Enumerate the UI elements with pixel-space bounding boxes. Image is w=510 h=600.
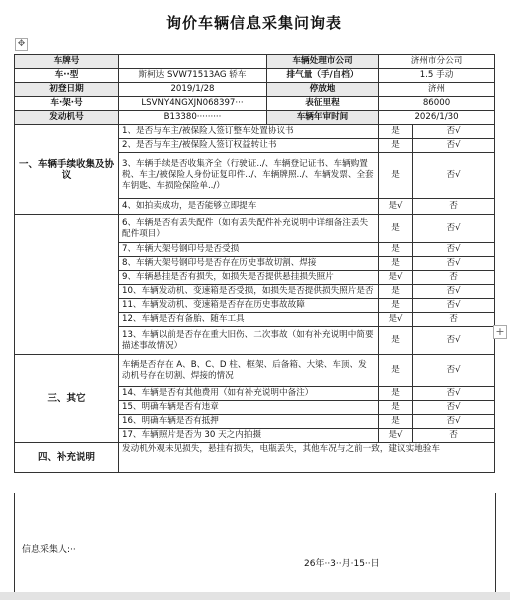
table-row (15, 355, 495, 387)
plate-value[interactable] (119, 55, 267, 69)
engine-value[interactable]: B13380········· (119, 111, 267, 125)
plate-label: 车牌号 (15, 55, 119, 69)
answer-no[interactable]: 否√ (413, 327, 495, 355)
question-text: 8、车辆大架号钢印号是否存在历史事故切割、焊接 (119, 257, 379, 271)
form-title: 询价车辆信息采集问询表 (165, 14, 342, 32)
answer-no[interactable]: 否√ (413, 299, 495, 313)
answer-no[interactable]: 否√ (413, 215, 495, 243)
question-text: 6、车辆是否有丢失配件（如有丢失配件补充说明中详细备注丢失配件项目） (119, 215, 379, 243)
question-text: 10、车辆发动机、变速箱是否受损，如损失是否提供损失照片是否 (119, 285, 379, 299)
info-row-model (15, 69, 495, 83)
answer-yes[interactable]: 是 (379, 327, 413, 355)
inspection-value[interactable]: 2026/1/30 (379, 111, 495, 125)
question-text: 4、如拍卖成功，是否能够立即提车 (119, 199, 379, 215)
add-row-plus-icon[interactable]: + (493, 325, 507, 339)
window-bottom-strip (0, 592, 510, 600)
collection-date: 26年··3··月·15··日 (304, 559, 380, 569)
question-text: 12、车辆是否有备胎、随车工具 (119, 313, 379, 327)
answer-no[interactable]: 否 (413, 429, 495, 443)
answer-yes[interactable]: 是√ (379, 313, 413, 327)
answer-yes[interactable]: 是 (379, 139, 413, 153)
answer-no[interactable]: 否√ (413, 139, 495, 153)
answer-yes[interactable]: 是 (379, 355, 413, 387)
vin-label: 车·架·号 (15, 97, 119, 111)
answer-yes[interactable]: 是√ (379, 429, 413, 443)
question-text: 7、车辆大架号钢印号是否受损 (119, 243, 379, 257)
answer-no[interactable]: 否 (413, 199, 495, 215)
parking-value[interactable]: 济州 (379, 83, 495, 97)
inquiry-table (14, 54, 495, 473)
question-text: 9、车辆悬挂是否有损失，如损失是否提供悬挂损失照片 (119, 271, 379, 285)
displacement-value[interactable]: 1.5 手动 (379, 69, 495, 83)
answer-no[interactable]: 否√ (413, 257, 495, 271)
answer-yes[interactable]: 是 (379, 243, 413, 257)
info-row-plate (15, 55, 495, 69)
question-text: 14、车辆是否有其他费用（如有补充说明中备注） (119, 387, 379, 401)
answer-no[interactable]: 否√ (413, 153, 495, 199)
section-other: 三、其它 (15, 355, 119, 443)
answer-no[interactable]: 否 (413, 313, 495, 327)
question-text: 16、明确车辆是否有抵押 (119, 415, 379, 429)
answer-no[interactable]: 否√ (413, 401, 495, 415)
supplement-text[interactable]: 发动机外观未见损失，悬挂有损失，电瓶丢失，其他车况与之前一致，建议实地验车 (119, 443, 495, 473)
section-blank (15, 215, 119, 355)
table-row (15, 125, 495, 139)
info-row-reg (15, 83, 495, 97)
reg-date-label: 初登日期 (15, 83, 119, 97)
reg-date-value[interactable]: 2019/1/28 (119, 83, 267, 97)
question-text: 1、是否与车主/被保险人签订整车处置协议书 (119, 125, 379, 139)
answer-no[interactable]: 否√ (413, 243, 495, 257)
answer-no[interactable]: 否√ (413, 355, 495, 387)
odometer-value[interactable]: 86000 (379, 97, 495, 111)
answer-yes[interactable]: 是 (379, 401, 413, 415)
answer-yes[interactable]: 是√ (379, 271, 413, 285)
answer-yes[interactable]: 是√ (379, 199, 413, 215)
inspection-label: 车辆年审时间 (267, 111, 379, 125)
dept-value[interactable]: 济州市分公司 (379, 55, 495, 69)
footer-area (14, 493, 496, 593)
model-value[interactable]: 斯柯达 SVW71513AG 轿车 (119, 69, 267, 83)
answer-yes[interactable]: 是 (379, 387, 413, 401)
engine-label: 发动机号 (15, 111, 119, 125)
answer-no[interactable]: 否√ (413, 415, 495, 429)
answer-no[interactable]: 否√ (413, 285, 495, 299)
question-text: 11、车辆发动机、变速箱是否存在历史事故故障 (119, 299, 379, 313)
answer-yes[interactable]: 是 (379, 299, 413, 313)
answer-no[interactable]: 否 (413, 271, 495, 285)
answer-yes[interactable]: 是 (379, 257, 413, 271)
odometer-label: 表征里程 (267, 97, 379, 111)
section-documents: 一、车辆手续收集及协议 (15, 125, 119, 215)
parking-label: 停放地 (267, 83, 379, 97)
table-move-handle-icon[interactable]: ✥ (15, 38, 28, 51)
info-row-vin (15, 97, 495, 111)
question-text: 17、车辆照片是否为 30 天之内拍摄 (119, 429, 379, 443)
form-page (14, 0, 494, 600)
section-supplement: 四、补充说明 (15, 443, 119, 473)
answer-yes[interactable]: 是 (379, 285, 413, 299)
answer-yes[interactable]: 是 (379, 125, 413, 139)
answer-yes[interactable]: 是 (379, 215, 413, 243)
vin-value[interactable]: LSVNY4NGXJN068397··· (119, 97, 267, 111)
answer-no[interactable]: 否√ (413, 387, 495, 401)
question-text: 车辆是否存在 A、B、C、D 柱、框架、后备箱、大梁、车顶、发动机号存在切割、焊接的情况 (119, 355, 379, 387)
model-label: 车··型 (15, 69, 119, 83)
question-text: 2、是否与车主/被保险人签订权益转让书 (119, 139, 379, 153)
supplement-row (15, 443, 495, 473)
question-text: 3、车辆手续是否收集齐全（行驶证../、车辆登记证书、车辆购置税、车主/被保险人身份证复印件../、车辆牌照../、车辆发票、全套车钥匙、车损险保险单../） (119, 153, 379, 199)
answer-yes[interactable]: 是 (379, 153, 413, 199)
dept-label: 车辆处理市公司 (267, 55, 379, 69)
answer-yes[interactable]: 是 (379, 415, 413, 429)
collector-label: 信息采集人:·· (22, 545, 76, 555)
answer-no[interactable]: 否√ (413, 125, 495, 139)
question-text: 13、车辆以前是否存在重大旧伤、二次事故（如有补充说明中简要描述事故情况） (119, 327, 379, 355)
question-text: 15、明确车辆是否有违章 (119, 401, 379, 415)
table-row (15, 215, 495, 243)
info-row-engine (15, 111, 495, 125)
displacement-label: 排气量（手/自档） (267, 69, 379, 83)
